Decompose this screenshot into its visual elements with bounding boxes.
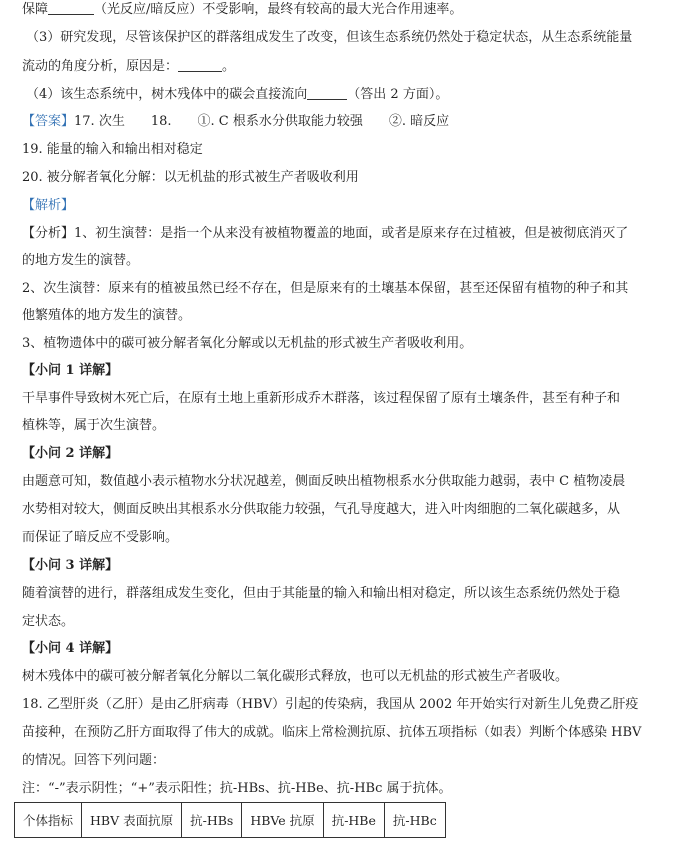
answer-line: 【答案】17. 次生 18. ①. C 根系水分供取能力较强 ②. 暗反应 <box>22 114 450 129</box>
sub-question-4-heading: 【小问 4 详解】 <box>22 641 119 656</box>
text-line: 干旱事件导致树木死亡后，在原有土地上重新形成乔木群落，该过程保留了原有土壤条件，甚至有种子和 <box>22 391 621 406</box>
text-line: 保障 （光反应/暗反应）不受影响，最终有较高的最大光合作用速率。 <box>22 2 463 17</box>
table-header-cell: HBVe 抗原 <box>242 803 323 838</box>
answer-blank <box>48 0 94 15</box>
answer-19: 19. 能量的输入和输出相对稳定 <box>22 142 203 157</box>
table-header-cell: 抗-HBe <box>323 803 384 838</box>
table-note: 注：“-”表示阴性；“+”表示阳性；抗-HBs、抗-HBe、抗-HBc 属于抗体。 <box>22 781 452 796</box>
answer-tag: 【答案】 <box>22 114 75 129</box>
indicator-table <box>14 802 446 838</box>
answer-blank <box>307 85 347 100</box>
table-header-cell: HBV 表面抗原 <box>82 803 182 838</box>
text-line: 2、次生演替：原来有的植被虽然已经不存在，但是原来有的土壤基本保留，甚至还保留有植物的种子和其 <box>22 281 629 296</box>
answer-20: 20. 被分解者氧化分解：以无机盐的形式被生产者吸收利用 <box>22 170 359 185</box>
text-line: 他繁殖体的地方发生的演替。 <box>22 308 192 323</box>
text-line: 的地方发生的演替。 <box>22 253 140 268</box>
text-line: 水势相对较大，侧面反映出其根系水分供取能力较强，气孔导度越大，进入叶肉细胞的二氧化碳越多，从 <box>22 502 621 517</box>
text-line: 定状态。 <box>22 614 75 629</box>
answer-blank <box>178 57 222 72</box>
text-line: 3、植物遗体中的碳可被分解者氧化分解或以无机盐的形式被生产者吸收利用。 <box>22 336 473 351</box>
table-header-row <box>15 803 446 838</box>
sub-question-2-heading: 【小问 2 详解】 <box>22 446 119 461</box>
text-line: 苗接种，在预防乙肝方面取得了伟大的成就。临床上常检测抗原、抗体五项指标（如表）判断个体感染 HBV <box>22 725 642 740</box>
text-line: 植株等，属于次生演替。 <box>22 418 166 433</box>
question-18: 18. 乙型肝炎（乙肝）是由乙肝病毒（HBV）引起的传染病，我国从 2002 年开始实行对新生儿免费乙肝疫 <box>22 697 639 712</box>
sub-question-3-heading: 【小问 3 详解】 <box>22 558 119 573</box>
table-header-cell: 抗-HBs <box>182 803 242 838</box>
text-line: 由题意可知，数值越小表示植物水分状况越差，侧面反映出植物根系水分供取能力越弱，表中 C 植物凌晨 <box>22 474 626 489</box>
question-4: （4）该生态系统中，树木残体中的碳会直接流向 （答出 2 方面）。 <box>26 87 449 102</box>
text-line: 的情况。回答下列问题： <box>22 753 166 768</box>
analysis-tag: 【解析】 <box>22 198 75 213</box>
text-line: 而保证了暗反应不受影响。 <box>22 530 179 545</box>
text-line: 随着演替的进行，群落组成发生变化，但由于其能量的输入和输出相对稳定，所以该生态系统仍然处于稳 <box>22 586 621 601</box>
sub-question-1-heading: 【小问 1 详解】 <box>22 363 119 378</box>
text-line: 树木残体中的碳可被分解者氧化分解以二氧化碳形式释放，也可以无机盐的形式被生产者吸收。 <box>22 669 569 684</box>
table-header-cell: 抗-HBc <box>384 803 445 838</box>
text-line: 【分析】1、初生演替：是指一个从来没有被植物覆盖的地面，或者是原来存在过植被，但是被彻底消灭了 <box>22 226 629 241</box>
text-line: 流动的角度分析，原因是： 。 <box>22 59 236 74</box>
question-3: （3）研究发现，尽管该保护区的群落组成发生了改变，但该生态系统仍然处于稳定状态，从生态系统能量 <box>26 30 633 45</box>
table-header-cell: 个体指标 <box>15 803 82 838</box>
